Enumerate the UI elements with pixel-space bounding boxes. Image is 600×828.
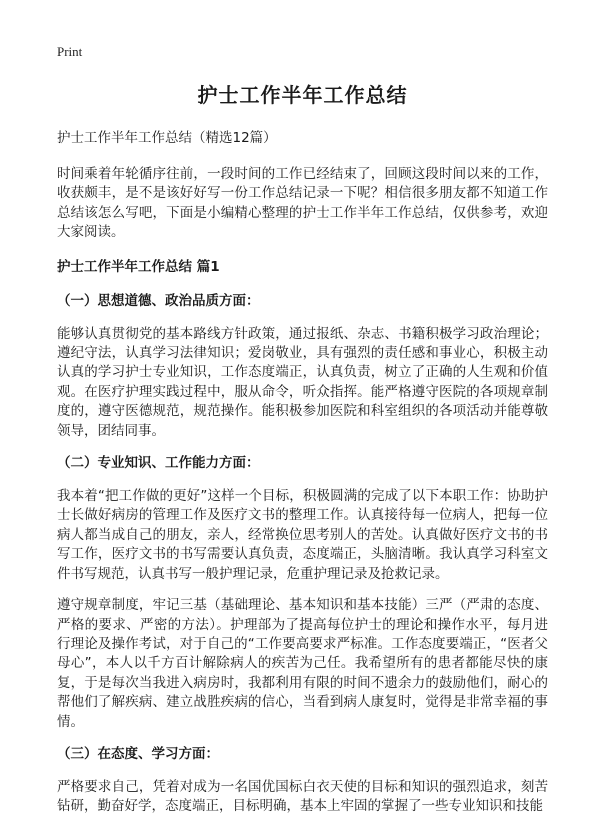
document-title: 护士工作半年工作总结 [197,83,408,107]
document-subtitle: 护士工作半年工作总结（精选12篇） [57,130,277,146]
print-label: Print [57,44,83,59]
section-heading: 护士工作半年工作总结 篇1 [57,258,220,275]
part-heading-attitude: （三）在态度、学习方面： [57,745,219,762]
paragraph-professional-1: 我本着“把工作做的更好”这样一个目标，积极圆满的完成了以下本职工作：协助护士长做好病房的管理工作及医疗文书的整理工作。认真接待每一位病人，把每一位病人都当成自己的朋友，亲人，经常换位思考别人的苦处。认真做好医疗文书的书写工作，医疗文书的书写需要认真负责，态度端正，头脑清晰。我认真学习科室文件书写规范，认真书写一般护理记录，危重护理记录及抢救记录。 [57,488,548,582]
paragraph-ideology: 能够认真贯彻党的基本路线方针政策，通过报纸、杂志、书籍积极学习政治理论；遵纪守法，认真学习法律知识；爱岗敬业，具有强烈的责任感和事业心，积极主动认真的学习护士专业知识，工作态度端正，认真负责，树立了正确的人生观和价值观。在医疗护理实践过程中，服从命令，听众指挥。能严格遵守医院的各项规章制度的，遵守医德规范，规范操作。能积极参加医院和科室组织的各项活动并能尊敬领导，团结同事。 [57,325,548,439]
paragraph-professional-2: 遵守规章制度，牢记三基（基础理论、基本知识和基本技能）三严（严肃的态度、严格的要求、严密的方法）。护理部为了提高每位护士的理论和操作水平，每月进行理论及操作考试，对于自己的“工作要高要求严标准。工作态度要端正，“医者父母心”，本人以千方百计解除病人的疾苦为己任。我希望所有的患者都能尽快的康复，于是每次当我进入病房时，我都利用有限的时间不遗余力的鼓励他们，耐心的帮他们了解疾病、建立战胜疾病的信心，当看到病人康复时，觉得是非常幸福的事情。 [57,597,548,730]
part-heading-ideology: （一）思想道德、政治品质方面： [57,292,260,309]
intro-paragraph: 时间乘着年轮循序往前，一段时间的工作已经结束了，回顾这段时间以来的工作，收获颇丰，是不是该好好写一份工作总结记录一下呢？相信很多朋友都不知道工作总结该怎么写吧，下面是小编精心整理的护士工作半年工作总结，仅供参考，欢迎大家阅读。 [57,166,548,241]
part-heading-professional: （二）专业知识、工作能力方面： [57,455,260,472]
paragraph-attitude: 严格要求自己，凭着对成为一名国优国标白衣天使的目标和知识的强烈追求，刻苦钻研，勤奋好学，态度端正，目标明确，基本上牢固的掌握了一些专业知识和技能 [57,778,548,815]
